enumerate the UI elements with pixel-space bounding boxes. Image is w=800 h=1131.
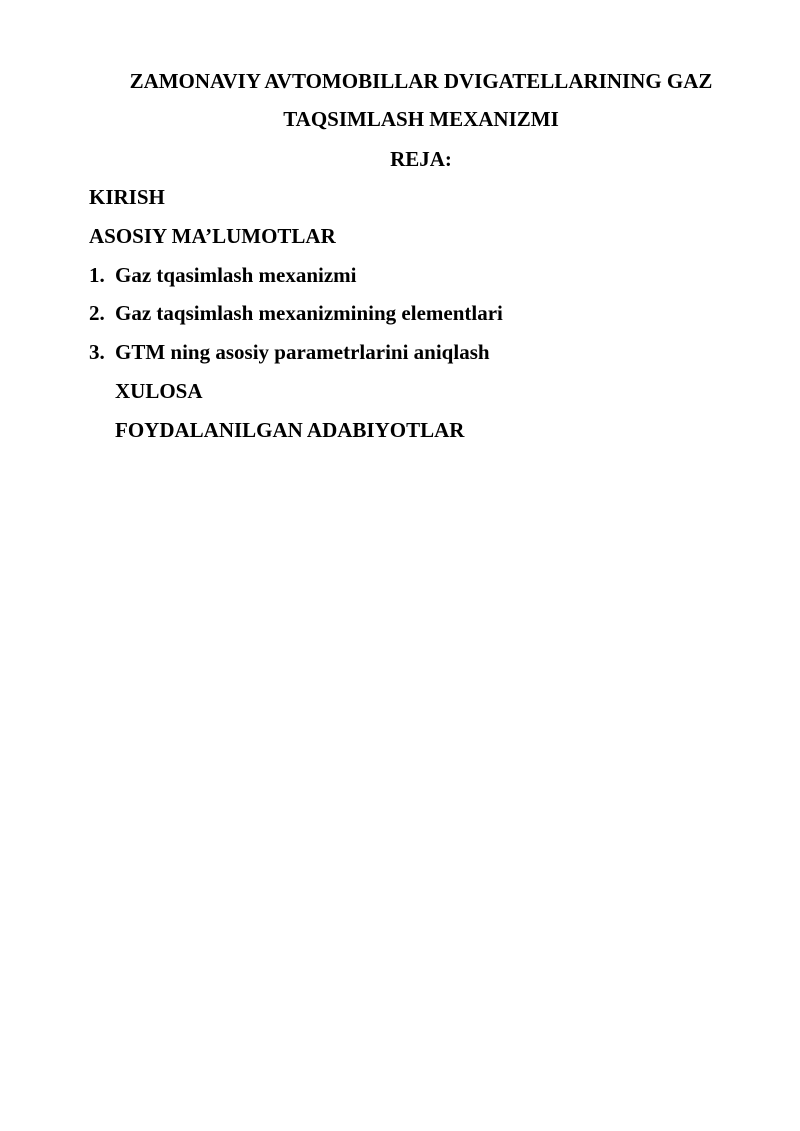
section-main-info: ASOSIY MA’LUMOTLAR	[89, 224, 336, 248]
plan-item-number: 1.	[89, 263, 105, 287]
section-intro: KIRISH	[89, 185, 165, 209]
section-references: FOYDALANILGAN ADABIYOTLAR	[115, 418, 465, 442]
section-conclusion: XULOSA	[115, 379, 203, 403]
plan-heading: REJA:	[390, 147, 452, 171]
plan-item-text: Gaz taqsimlash mexanizmining elementlari	[115, 301, 503, 325]
plan-item-text: Gaz tqasimlash mexanizmi	[115, 263, 357, 287]
plan-item-number: 3.	[89, 340, 105, 364]
plan-item-number: 2.	[89, 301, 105, 325]
plan-item-text: GTM ning asosiy parametrlarini aniqlash	[115, 340, 490, 364]
title-line-1: ZAMONAVIY AVTOMOBILLAR DVIGATELLARINING GAZ	[129, 69, 713, 93]
title-line-2: TAQSIMLASH MEXANIZMI	[283, 107, 559, 131]
